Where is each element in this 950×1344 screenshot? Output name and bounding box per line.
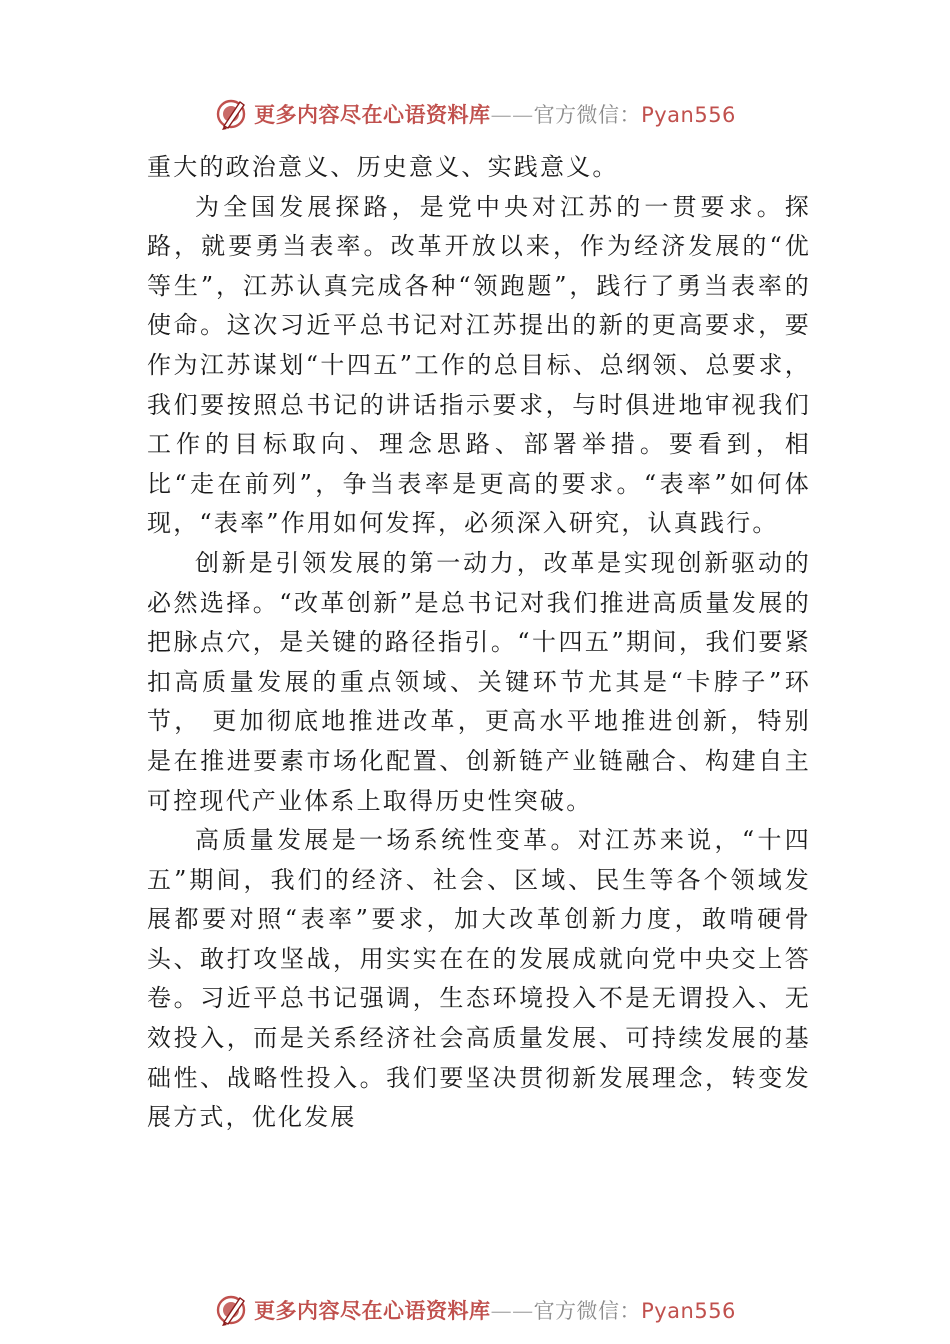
banner-separator: ——: [490, 103, 534, 127]
banner-wechat-id: Pyan556: [641, 1299, 736, 1323]
banner-brand: 更多内容尽在心语资料库: [254, 1298, 491, 1323]
document-body: [147, 148, 811, 1138]
paragraph-2: 为全国发展探路，是党中央对江苏的一贯要求。探路，就要勇当表率。改革开放以来，作为经济发展的“优等生”，江苏认真完成各种“领跑题”，践行了勇当表率的使命。这次习近平总书记对江苏提出的新的更高要求，要作为江苏谋划“十四五”工作的总目标、总纲领、总要求，我们要按照总书记的讲话指示要求，与时俱进地审视我们工作的目标取向、理念思路、部署举措。要看到，相比“走在前列”，争当表率是更高的要求。“表率”如何体现，“表率”作用如何发挥，必须深入研究，认真践行。: [147, 192, 811, 538]
paragraph-3: 创新是引领发展的第一动力，改革是实现创新驱动的必然选择。“改革创新”是总书记对我们推进高质量发展的把脉点穴，是关键的路径指引。“十四五”期间，我们要紧扣高质量发展的重点领域、关键环节尤其是“卡脖子”环节， 更加彻底地推进改革，更高水平地推进创新，特别是在推进要素市场化配置、创新链产业链融合、构建自主可控现代产业体系上取得历史性突破。: [147, 548, 811, 815]
pen-logo-icon: [214, 1292, 250, 1328]
paragraph-1: 重大的政治意义、历史意义、实践意义。: [147, 153, 619, 181]
pen-logo-icon: [214, 96, 250, 132]
banner-brand: 更多内容尽在心语资料库: [254, 102, 491, 127]
header-banner: [0, 94, 950, 134]
banner-label: 官方微信：: [533, 1299, 642, 1323]
banner-wechat-id: Pyan556: [641, 103, 736, 127]
banner-text: [254, 99, 736, 129]
banner-label: 官方微信：: [533, 103, 642, 127]
footer-banner: [0, 1290, 950, 1330]
banner-text: [254, 1295, 736, 1325]
banner-separator: ——: [490, 1299, 534, 1323]
paragraph-4: 高质量发展是一场系统性变革。对江苏来说，“十四五”期间，我们的经济、社会、区域、民生等各个领域发展都要对照“表率”要求，加大改革创新力度，敢啃硬骨头、敢打攻坚战，用实实在在的发展成就向党中央交上答卷。习近平总书记强调，生态环境投入不是无谓投入、无效投入，而是关系经济社会高质量发展、可持续发展的基础性、战略性投入。我们要坚决贯彻新发展理念，转变发展方式，优化发展: [147, 826, 811, 1132]
